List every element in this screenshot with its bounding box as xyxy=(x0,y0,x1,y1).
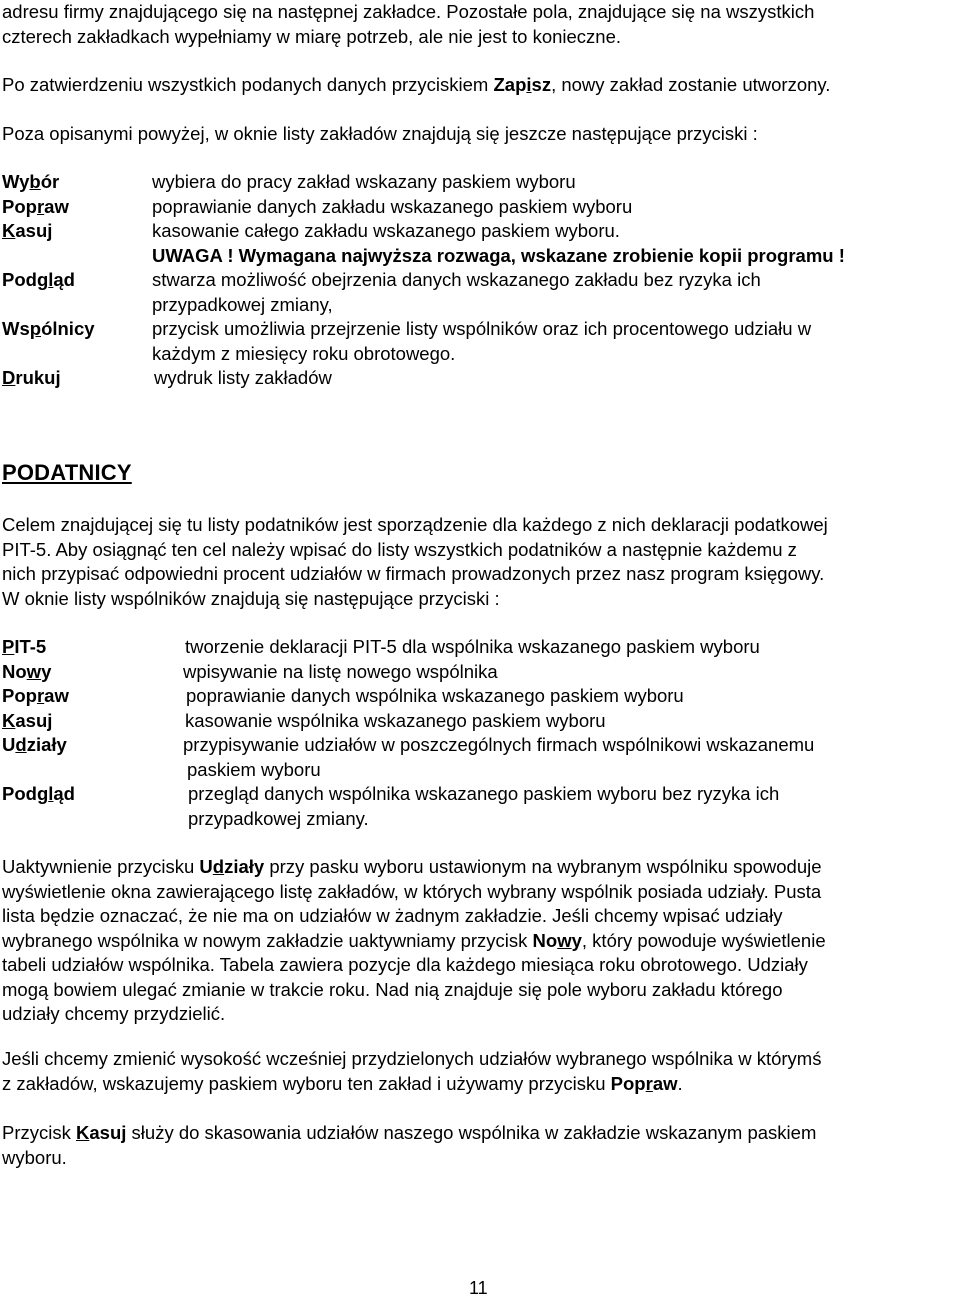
warning-text: UWAGA ! Wymagana najwyższa rozwaga, wskazane zrobienie kopii programu ! xyxy=(152,244,845,266)
text-line: lista będzie oznaczać, że nie ma on udziałów w żadnym zakładzie. Jeśli chcemy wpisać udziały xyxy=(2,905,783,926)
text-line: Jeśli chcemy zmienić wysokość wcześniej przydzielonych udziałów wybranego wspólnika w którymś xyxy=(2,1048,822,1069)
save-button-ref: Zapisz xyxy=(493,74,552,95)
list-item xyxy=(2,268,960,293)
text-line: adresu firmy znajdującego się na następnej zakładce. Pozostałe pola, znajdujące się na wszystkich xyxy=(2,1,815,22)
warning-row xyxy=(2,244,960,269)
button-name-wybor: Wybór xyxy=(2,171,60,192)
text-line: wybranego wspólnika w nowym zakładzie uaktywniamy przycisk Nowy, który powoduje wyświetlenie xyxy=(2,929,826,951)
list-item xyxy=(2,195,960,220)
button-description: kasowanie całego zakładu wskazanego paskiem wyboru. xyxy=(152,220,620,241)
list-item xyxy=(2,782,960,807)
text-line: nich przypisać odpowiedni procent udziałów w firmach prowadzonych przez nasz program księgowy. xyxy=(2,563,825,584)
button-description: wydruk listy zakładów xyxy=(154,367,332,388)
button-name-pit5: PIT-5 xyxy=(2,636,47,657)
button-name-drukuj: Drukuj xyxy=(2,367,61,388)
button-description: poprawianie danych zakładu wskazanego paskiem wyboru xyxy=(152,195,633,217)
save-paragraph: Po zatwierdzeniu wszystkich podanych danych przyciskiem Zapisz, nowy zakład zostanie utworzony. xyxy=(2,74,831,95)
page-number: 11 xyxy=(469,1278,488,1298)
button-description: przycisk umożliwia przejrzenie listy wspólników oraz ich procentowego udziału w xyxy=(152,318,812,339)
button-name-wspolnicy: Wspólnicy xyxy=(2,318,95,339)
list-item xyxy=(2,733,960,758)
button-description: poprawianie danych wspólnika wskazanego paskiem wyboru xyxy=(186,685,684,706)
text-line: tabeli udziałów wspólnika. Tabela zawiera pozycje dla każdego miesiąca roku obrotowego. Udziały xyxy=(2,954,808,975)
button-description: każdym z miesięcy roku obrotowego. xyxy=(152,342,456,364)
list-item xyxy=(2,635,960,660)
button-description: wpisywanie na listę nowego wspólnika xyxy=(183,660,498,682)
list-item-cont xyxy=(2,807,960,832)
button-description: paskiem wyboru xyxy=(187,758,321,780)
text-line: wyboru. xyxy=(2,1146,67,1168)
button-name-popraw: Popraw xyxy=(2,195,69,217)
text-line: Celem znajdującej się tu listy podatników jest sporządzenie dla każdego z nich deklaracji podatkowej xyxy=(2,514,828,535)
text-line: z zakładów, wskazujemy paskiem wyboru ten zakład i używamy przycisku Popraw. xyxy=(2,1072,683,1094)
list-item-cont xyxy=(2,758,960,783)
text-line: Uaktywnienie przycisku Udziały przy pasku wyboru ustawionym na wybranym wspólniku spowoduje xyxy=(2,856,822,877)
text-line: wyświetlenie okna zawierającego listę zakładów, w których wybrany wspólnik posiada udziały. Pusta xyxy=(2,880,822,902)
text-line: Przycisk Kasuj służy do skasowania udziałów naszego wspólnika w zakładzie wskazanym paskiem xyxy=(2,1122,817,1143)
popraw-paragraph xyxy=(2,1047,960,1096)
list-item xyxy=(2,660,960,685)
button-description: przypadkowej zmiany, xyxy=(152,293,333,315)
list-item xyxy=(2,709,960,734)
buttons-intro: Poza opisanymi powyżej, w oknie listy zakładów znajdują się jeszcze następujące przyciski : xyxy=(2,123,758,144)
button-name-kasuj: Kasuj xyxy=(2,220,53,241)
button-description: przypisywanie udziałów w poszczególnych firmach wspólnikowi wskazanemu xyxy=(183,734,815,755)
button-description: przypadkowej zmiany. xyxy=(188,807,369,829)
text-line: czterech zakładkach wypełniamy w miarę potrzeb, ale nie jest to konieczne. xyxy=(2,25,622,47)
list-item xyxy=(2,684,960,709)
button-name-podglad: Podgląd xyxy=(2,269,75,290)
podatnicy-paragraph xyxy=(2,513,960,611)
section-title: PODATNICY xyxy=(2,460,132,485)
text-line: mogą bowiem ulegać zmianie w trakcie roku. Nad nią znajduje się pole wyboru zakładu którego xyxy=(2,978,783,1000)
button-description: kasowanie wspólnika wskazanego paskiem wyboru xyxy=(185,709,606,731)
list-item xyxy=(2,366,960,391)
button-description: wybiera do pracy zakład wskazany paskiem wyboru xyxy=(152,171,576,192)
button-description: przegląd danych wspólnika wskazanego paskiem wyboru bez ryzyka ich xyxy=(188,783,780,804)
button-name-nowy: Nowy xyxy=(2,660,52,682)
list-item xyxy=(2,170,960,195)
button-name-udzialy: Udziały xyxy=(2,734,67,755)
intro-paragraph xyxy=(2,0,960,49)
button-name-podglad: Podgląd xyxy=(2,783,75,804)
text-line: udziały chcemy przydzielić. xyxy=(2,1003,226,1024)
kasuj-paragraph xyxy=(2,1121,960,1170)
button-name-kasuj: Kasuj xyxy=(2,709,53,731)
text-line: W oknie listy wspólników znajdują się następujące przyciski : xyxy=(2,587,500,609)
list-item-cont xyxy=(2,342,960,367)
udzialy-paragraph xyxy=(2,855,960,1027)
text-line: PIT-5. Aby osiągnąć ten cel należy wpisać do listy wszystkich podatników a następnie każdemu z xyxy=(2,538,797,560)
button-name-popraw: Popraw xyxy=(2,685,69,706)
list-item xyxy=(2,317,960,342)
button-description: stwarza możliwość obejrzenia danych wskazanego zakładu bez ryzyka ich xyxy=(152,269,761,290)
list-item xyxy=(2,219,960,244)
list-item-cont xyxy=(2,293,960,318)
button-description: tworzenie deklaracji PIT-5 dla wspólnika wskazanego paskiem wyboru xyxy=(185,636,760,657)
